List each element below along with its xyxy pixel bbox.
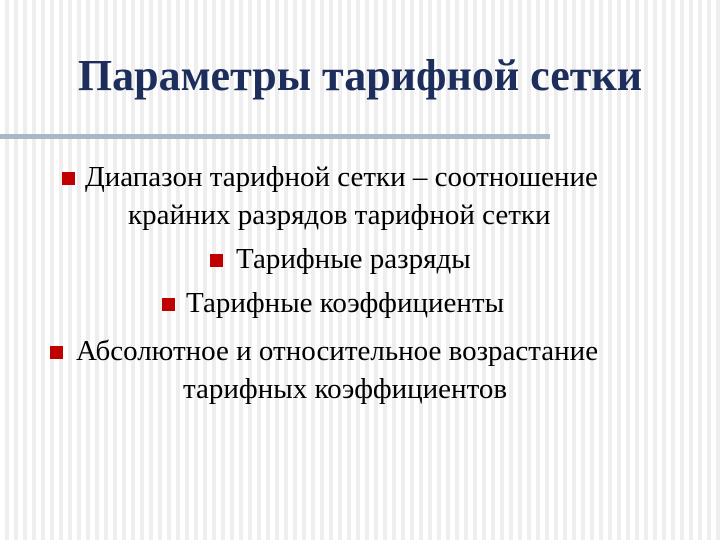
square-bullet-icon — [210, 254, 223, 267]
bullet-1-line-1: Диапазон тарифной сетки – соотношение — [85, 161, 598, 193]
slide-title: Параметры тарифной сетки — [77, 51, 643, 100]
bullet-4-line-2: тарифных коэффициентов — [183, 373, 508, 405]
square-bullet-icon — [50, 346, 63, 359]
square-bullet-icon — [62, 172, 75, 185]
bullet-4-line-1: Абсолютное и относительное возрастание — [76, 335, 599, 367]
bullet-1-line-2: крайних разрядов тарифной сетки — [128, 199, 551, 231]
bullet-3-line-1: Тарифные коэффициенты — [186, 287, 505, 319]
bullet-2-line-1: Тарифные разряды — [236, 243, 471, 275]
square-bullet-icon — [162, 298, 175, 311]
